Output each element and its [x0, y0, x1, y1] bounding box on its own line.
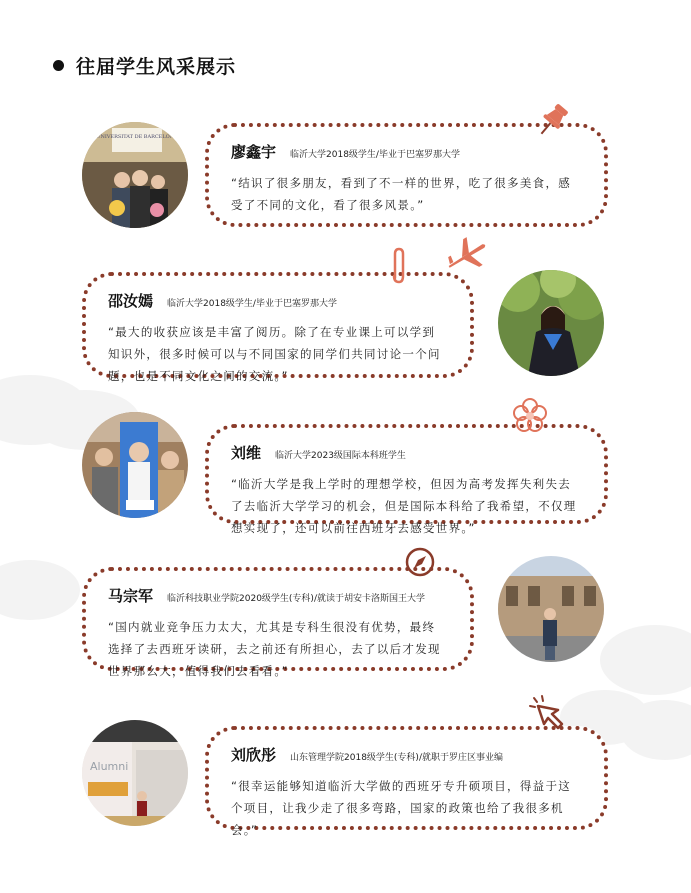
- airplane-icon: [442, 236, 490, 280]
- student-photo: [82, 122, 188, 228]
- paperclip-icon: [389, 246, 409, 290]
- student-quote: “很幸运能够知道临沂大学做的西班牙专升硕项目，得益于这个项目，让我少走了很多弯路，国家的政策也给了我很多机会。”: [231, 779, 572, 837]
- cloud-decoration: [600, 625, 691, 695]
- photo-sign-text: UNIVERSITAT DE BARCELONA: [96, 134, 178, 140]
- student-card: [205, 424, 608, 535]
- student-quote: “结识了很多朋友，看到了不一样的世界，吃了很多美食，感受了不同的文化，看了很多风景。”: [231, 176, 572, 212]
- student-name: 邵汝嫣: [108, 292, 154, 310]
- student-quote: “临沂大学是我上学时的理想学校，但因为高考发挥失利失去了去临沂大学学习的机会，但是国际本科给了我希望，不仅理想实现了，还可以前往西班牙去感受世界。”: [231, 477, 577, 535]
- student-card: [205, 726, 608, 837]
- student-name: 刘维: [231, 444, 262, 462]
- student-quote: “最大的收获应该是丰富了阅历。除了在专业课上可以学到知识外，很多时候可以与不同国家的同学们共同讨论一个问题，也是不同文化之间的交流。”: [108, 325, 441, 383]
- photo-sign-text: Alumni: [90, 760, 129, 773]
- student-photo: [82, 412, 188, 518]
- bullet-icon: [53, 60, 64, 71]
- compass-icon: [402, 544, 438, 584]
- student-info: 临沂大学2023级国际本科班学生: [275, 451, 406, 461]
- flower-icon: [510, 395, 550, 439]
- student-name: 马宗军: [108, 587, 154, 605]
- student-info: 山东管理学院2018级学生(专科)/就职于罗庄区事业编: [290, 753, 503, 763]
- student-info: 临沂大学2018级学生/毕业于巴塞罗那大学: [290, 150, 460, 160]
- student-name: 廖鑫宇: [231, 143, 277, 161]
- student-photo: [82, 720, 188, 826]
- section-header: [53, 52, 236, 79]
- student-photo: [498, 270, 604, 376]
- arrow-icon: [528, 694, 568, 738]
- student-card: [82, 272, 474, 383]
- cloud-decoration: [620, 700, 691, 760]
- section-title: 往届学生风采展示: [76, 56, 237, 78]
- pushpin-icon: [533, 100, 573, 144]
- student-info: 临沂科技职业学院2020级学生(专科)/就读于胡安卡洛斯国王大学: [167, 594, 425, 604]
- cloud-decoration: [0, 560, 80, 620]
- student-quote: “国内就业竞争压力太大，尤其是专科生很没有优势，最终选择了去西班牙读研，去之前还有所担心，去了以后才发现世界那么大，值得我们去看看。”: [108, 620, 441, 678]
- student-info: 临沂大学2018级学生/毕业于巴塞罗那大学: [167, 299, 337, 309]
- student-name: 刘欣彤: [231, 746, 277, 764]
- student-photo: [498, 556, 604, 662]
